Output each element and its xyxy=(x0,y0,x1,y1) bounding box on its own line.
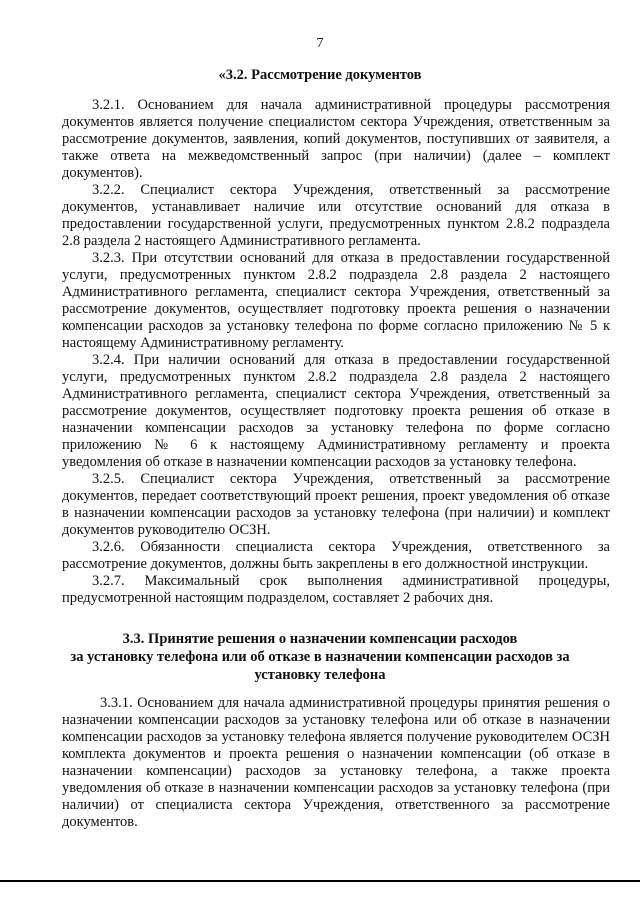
section-3-3-title-line-2: за установку телефона или об отказе в назначении компенсации расходов за xyxy=(70,649,570,665)
paragraph-3-3-1: 3.3.1. Основанием для начала административной процедуры принятия решения о назначении компенсации расходов за установку телефона или об отказе в назначении компенсации расходов за установку телефона является получение руководителем ОСЗН комплекта документов и проекта решения о назначении компенсации (об отказе в назначении компенсации) расходов за установку телефона, а также проекта уведомления об отказе в назначении компенсации расходов за установку телефона (при наличии) от специалиста сектора Учреждения, ответственного за рассмотрение документов. xyxy=(62,695,610,830)
paragraph-3-2-4: 3.2.4. При наличии оснований для отказа в предоставлении государственной услуги, предусмотренных пунктом 2.8.2 подраздела 2.8 раздела 2 настоящего Административного регламента, специалист сектора Учреждения, ответственный за рассмотрение документов, осуществляет подготовку проекта решения об отказе в назначении компенсации расходов за установку телефона по форме согласно приложению № 6 к настоящему Административному регламенту и проекта уведомления об отказе в назначении компенсации расходов за установку телефона. xyxy=(62,352,610,470)
paragraph-3-2-5: 3.2.5. Специалист сектора Учреждения, ответственный за рассмотрение документов, передает соответствующий проект решения, проект уведомления об отказе в назначении компенсации расходов за установку телефона (при наличии) и комплект документов руководителю ОСЗН. xyxy=(62,471,610,538)
paragraph-3-2-3: 3.2.3. При отсутствии оснований для отказа в предоставлении государственной услуги, предусмотренных пунктом 2.8.2 подраздела 2.8 раздела 2 настоящего Административного регламента, специалист сектора Учреждения, ответственный за рассмотрение документов, осуществляет подготовку проекта решения о назначении компенсации расходов за установку телефона по форме согласно приложению № 5 к настоящему Административному регламенту. xyxy=(62,250,610,351)
section-3-3-title-line-3: установку телефона xyxy=(254,667,386,683)
paragraph-3-2-7: 3.2.7. Максимальный срок выполнения административной процедуры, предусмотренной настоящим подразделом, составляет 2 рабочих дня. xyxy=(62,573,610,606)
section-3-3-title xyxy=(0,630,640,684)
paragraph-3-2-2: 3.2.2. Специалист сектора Учреждения, ответственный за рассмотрение документов, устанавливает наличие или отсутствие оснований для отказа в предоставлении государственной услуги, предусмотренных пунктом 2.8.2 подраздела 2.8 раздела 2 настоящего Административного регламента. xyxy=(62,182,610,249)
paragraph-3-2-1: 3.2.1. Основанием для начала административной процедуры рассмотрения документов является получение специалистом сектора Учреждения, ответственным за рассмотрение документов, заявления, копий документов, поступивших от заявителя, а также ответа на межведомственный запрос (при наличии) (далее – комплект документов). xyxy=(62,97,610,181)
section-3-3-body xyxy=(62,695,610,831)
bottom-rule xyxy=(0,880,640,882)
section-3-2-title: «3.2. Рассмотрение документов xyxy=(218,67,422,83)
page-number: 7 xyxy=(316,36,324,51)
section-3-3-title-line-1: 3.3. Принятие решения о назначении компенсации расходов xyxy=(122,631,518,647)
paragraph-3-2-6: 3.2.6. Обязанности специалиста сектора Учреждения, ответственного за рассмотрение документов, должны быть закреплены в его должностной инструкции. xyxy=(62,539,610,572)
section-3-2-body xyxy=(62,97,610,607)
